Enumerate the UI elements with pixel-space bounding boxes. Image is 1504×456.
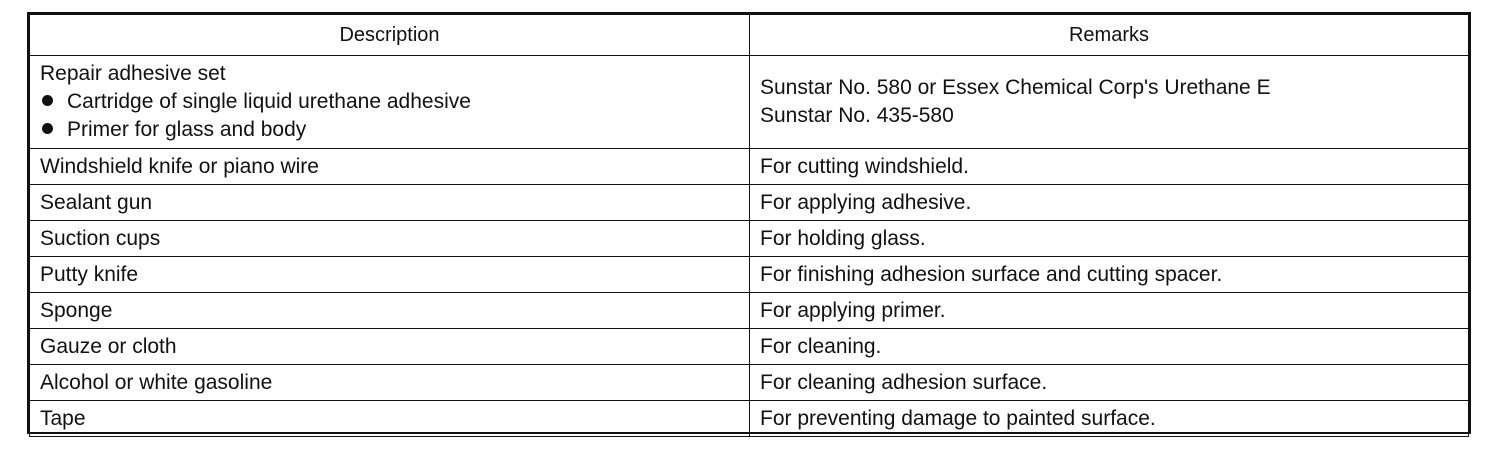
bullet-text: Cartridge of single liquid urethane adhesive (67, 90, 471, 113)
table-row (30, 221, 1469, 257)
description-column-header: Description (30, 15, 750, 56)
remarks-cell: For cleaning. (750, 329, 1469, 365)
table-row (30, 257, 1469, 293)
description-cell: Sponge (30, 293, 750, 329)
remarks-cell: For finishing adhesion surface and cutting spacer. (750, 257, 1469, 293)
table-row (30, 401, 1469, 437)
remarks-cell: For cleaning adhesion surface. (750, 365, 1469, 401)
table-row (30, 329, 1469, 365)
bullet-icon (42, 95, 53, 106)
table-row (30, 365, 1469, 401)
table-row-repair-adhesive-set (30, 56, 1469, 149)
table-row (30, 149, 1469, 185)
description-cell: Gauze or cloth (30, 329, 750, 365)
description-cell (30, 56, 750, 149)
table-row (30, 293, 1469, 329)
remarks-cell: For cutting windshield. (750, 149, 1469, 185)
description-cell: Suction cups (30, 221, 750, 257)
description-cell: Sealant gun (30, 185, 750, 221)
remarks-line: Sunstar No. 580 or Essex Chemical Corp's Urethane E (760, 76, 1271, 99)
description-cell: Putty knife (30, 257, 750, 293)
remarks-cell: For applying adhesive. (750, 185, 1469, 221)
remarks-cell: For applying primer. (750, 293, 1469, 329)
description-cell: Alcohol or white gasoline (30, 365, 750, 401)
bullet-icon (42, 123, 53, 134)
remarks-cell (750, 56, 1469, 149)
bullet-item (40, 116, 739, 144)
table-header-row (30, 15, 1469, 56)
remarks-cell: For holding glass. (750, 221, 1469, 257)
tools-table-grid (29, 14, 1469, 437)
remarks-cell: For preventing damage to painted surface. (750, 401, 1469, 437)
tools-table (27, 12, 1471, 434)
description-cell: Tape (30, 401, 750, 437)
remarks-column-header: Remarks (750, 15, 1469, 56)
bullet-item (40, 88, 739, 116)
remarks-line: Sunstar No. 435-580 (760, 104, 954, 127)
description-cell: Windshield knife or piano wire (30, 149, 750, 185)
bullet-text: Primer for glass and body (67, 118, 307, 141)
table-row (30, 185, 1469, 221)
description-title: Repair adhesive set (40, 62, 226, 85)
